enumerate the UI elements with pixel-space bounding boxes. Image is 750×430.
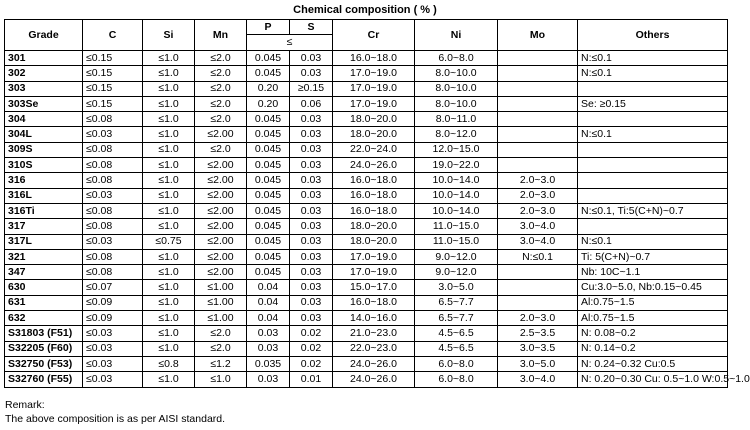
table-row [5, 295, 728, 310]
cell-ni: 4.5~6.5 [415, 326, 498, 341]
cell-ni: 9.0~12.0 [415, 265, 498, 280]
cell-s: 0.03 [290, 66, 333, 81]
cell-cr: 18.0~20.0 [333, 219, 415, 234]
cell-si: ≤1.0 [143, 219, 195, 234]
cell-grade: 316 [5, 173, 83, 188]
cell-mo: 3.0~4.0 [498, 234, 578, 249]
cell-mo [498, 127, 578, 142]
cell-cr: 24.0~26.0 [333, 158, 415, 173]
table-row [5, 249, 728, 264]
cell-ni: 8.0~10.0 [415, 81, 498, 96]
cell-ni: 8.0~10.0 [415, 66, 498, 81]
cell-s: 0.03 [290, 265, 333, 280]
cell-s: 0.03 [290, 173, 333, 188]
cell-others [578, 81, 728, 96]
cell-ni: 10.0~14.0 [415, 203, 498, 218]
cell-mn: ≤2.0 [195, 326, 247, 341]
cell-s: 0.03 [290, 203, 333, 218]
cell-mn: ≤2.00 [195, 127, 247, 142]
cell-p: 0.045 [247, 234, 290, 249]
cell-cr: 17.0~19.0 [333, 249, 415, 264]
cell-cr: 16.0~18.0 [333, 188, 415, 203]
cell-s: 0.03 [290, 234, 333, 249]
cell-c: ≤0.03 [83, 326, 143, 341]
cell-mo: 2.0~3.0 [498, 311, 578, 326]
cell-si: ≤1.0 [143, 265, 195, 280]
cell-c: ≤0.08 [83, 112, 143, 127]
cell-mo: 3.0~5.0 [498, 356, 578, 371]
cell-others: N: 0.20~0.30 Cu: 0.5~1.0 W:0.5~1.0 [578, 372, 728, 387]
table-row [5, 265, 728, 280]
header-p: P [247, 20, 290, 35]
cell-ni: 6.0~8.0 [415, 372, 498, 387]
cell-s: 0.03 [290, 188, 333, 203]
cell-ni: 6.5~7.7 [415, 311, 498, 326]
cell-c: ≤0.03 [83, 372, 143, 387]
cell-p: 0.045 [247, 142, 290, 157]
cell-cr: 16.0~18.0 [333, 295, 415, 310]
cell-mn: ≤2.0 [195, 81, 247, 96]
cell-cr: 21.0~23.0 [333, 326, 415, 341]
cell-si: ≤1.0 [143, 158, 195, 173]
cell-s: 0.02 [290, 341, 333, 356]
cell-mn: ≤1.0 [195, 372, 247, 387]
cell-p: 0.045 [247, 51, 290, 66]
header-si: Si [143, 20, 195, 51]
cell-mo [498, 96, 578, 111]
cell-mn: ≤2.00 [195, 249, 247, 264]
cell-others: N:≤0.1 [578, 234, 728, 249]
cell-p: 0.045 [247, 265, 290, 280]
cell-mo: 2.0~3.0 [498, 188, 578, 203]
remark [5, 398, 225, 426]
cell-p: 0.03 [247, 341, 290, 356]
cell-grade: 303 [5, 81, 83, 96]
cell-si: ≤1.0 [143, 295, 195, 310]
cell-mn: ≤1.00 [195, 280, 247, 295]
table-row [5, 203, 728, 218]
cell-cr: 15.0~17.0 [333, 280, 415, 295]
cell-mo [498, 280, 578, 295]
cell-others [578, 158, 728, 173]
cell-others: N:≤0.1 [578, 66, 728, 81]
cell-si: ≤1.0 [143, 372, 195, 387]
cell-ni: 11.0~15.0 [415, 219, 498, 234]
cell-s: 0.01 [290, 372, 333, 387]
cell-cr: 14.0~16.0 [333, 311, 415, 326]
cell-c: ≤0.03 [83, 188, 143, 203]
cell-mo: N:≤0.1 [498, 249, 578, 264]
cell-si: ≤1.0 [143, 326, 195, 341]
cell-p: 0.035 [247, 356, 290, 371]
table-row [5, 311, 728, 326]
header-s: S [290, 20, 333, 35]
header-mo: Mo [498, 20, 578, 51]
cell-s: 0.03 [290, 219, 333, 234]
cell-mn: ≤2.0 [195, 66, 247, 81]
cell-s: 0.02 [290, 326, 333, 341]
table-title: Chemical composition ( % ) [293, 4, 437, 16]
cell-s: ≥0.15 [290, 81, 333, 96]
cell-p: 0.045 [247, 66, 290, 81]
cell-grade: 347 [5, 265, 83, 280]
cell-mn: ≤2.00 [195, 265, 247, 280]
cell-ni: 6.0~8.0 [415, 51, 498, 66]
cell-s: 0.03 [290, 280, 333, 295]
cell-si: ≤0.8 [143, 356, 195, 371]
cell-others: N: 0.24~0.32 Cu:0.5 [578, 356, 728, 371]
cell-cr: 24.0~26.0 [333, 356, 415, 371]
cell-mn: ≤2.0 [195, 142, 247, 157]
cell-ni: 10.0~14.0 [415, 173, 498, 188]
cell-mn: ≤2.00 [195, 234, 247, 249]
cell-grade: 316Ti [5, 203, 83, 218]
cell-grade: 309S [5, 142, 83, 157]
cell-mn: ≤2.00 [195, 203, 247, 218]
cell-grade: S32760 (F55) [5, 372, 83, 387]
cell-grade: 301 [5, 51, 83, 66]
cell-mn: ≤2.00 [195, 173, 247, 188]
cell-si: ≤1.0 [143, 66, 195, 81]
cell-ni: 19.0~22.0 [415, 158, 498, 173]
cell-mo: 3.0~3.5 [498, 341, 578, 356]
cell-cr: 17.0~19.0 [333, 81, 415, 96]
cell-others: N:≤0.1 [578, 127, 728, 142]
cell-ni: 8.0~11.0 [415, 112, 498, 127]
cell-c: ≤0.03 [83, 341, 143, 356]
cell-grade: S32750 (F53) [5, 356, 83, 371]
cell-cr: 16.0~18.0 [333, 51, 415, 66]
table-row [5, 219, 728, 234]
cell-ni: 8.0~12.0 [415, 127, 498, 142]
cell-mn: ≤2.00 [195, 158, 247, 173]
cell-p: 0.04 [247, 280, 290, 295]
table-row [5, 112, 728, 127]
table-row [5, 280, 728, 295]
cell-cr: 16.0~18.0 [333, 173, 415, 188]
cell-grade: S32205 (F60) [5, 341, 83, 356]
cell-p: 0.045 [247, 173, 290, 188]
cell-c: ≤0.08 [83, 203, 143, 218]
cell-others: Se: ≥0.15 [578, 96, 728, 111]
cell-ni: 4.5~6.5 [415, 341, 498, 356]
cell-c: ≤0.15 [83, 51, 143, 66]
cell-p: 0.04 [247, 295, 290, 310]
cell-s: 0.02 [290, 356, 333, 371]
cell-cr: 18.0~20.0 [333, 234, 415, 249]
table-row [5, 372, 728, 387]
cell-p: 0.045 [247, 188, 290, 203]
cell-c: ≤0.08 [83, 249, 143, 264]
cell-cr: 22.0~24.0 [333, 142, 415, 157]
header-row [5, 20, 728, 35]
table-row [5, 234, 728, 249]
cell-others: Al:0.75~1.5 [578, 295, 728, 310]
cell-mo [498, 81, 578, 96]
cell-c: ≤0.08 [83, 219, 143, 234]
cell-p: 0.03 [247, 326, 290, 341]
cell-s: 0.03 [290, 51, 333, 66]
table-row [5, 127, 728, 142]
cell-c: ≤0.08 [83, 173, 143, 188]
cell-grade: 631 [5, 295, 83, 310]
table-row [5, 188, 728, 203]
cell-ni: 10.0~14.0 [415, 188, 498, 203]
cell-others [578, 188, 728, 203]
cell-grade: 630 [5, 280, 83, 295]
cell-mn: ≤2.0 [195, 51, 247, 66]
cell-s: 0.03 [290, 311, 333, 326]
cell-grade: 310S [5, 158, 83, 173]
cell-p: 0.045 [247, 203, 290, 218]
cell-si: ≤1.0 [143, 249, 195, 264]
header-c: C [83, 20, 143, 51]
cell-ni: 6.0~8.0 [415, 356, 498, 371]
header-max-symbol: ≤ [247, 35, 333, 51]
cell-c: ≤0.09 [83, 295, 143, 310]
cell-si: ≤1.0 [143, 127, 195, 142]
cell-grade: 321 [5, 249, 83, 264]
header-cr: Cr [333, 20, 415, 51]
remark-label: Remark: [5, 399, 45, 411]
cell-si: ≤1.0 [143, 173, 195, 188]
cell-mo [498, 66, 578, 81]
header-others: Others [578, 20, 728, 51]
cell-c: ≤0.03 [83, 234, 143, 249]
cell-ni: 12.0~15.0 [415, 142, 498, 157]
cell-cr: 18.0~20.0 [333, 112, 415, 127]
cell-c: ≤0.03 [83, 356, 143, 371]
cell-cr: 17.0~19.0 [333, 265, 415, 280]
cell-mn: ≤2.0 [195, 96, 247, 111]
cell-c: ≤0.09 [83, 311, 143, 326]
cell-s: 0.03 [290, 142, 333, 157]
cell-si: ≤1.0 [143, 142, 195, 157]
cell-c: ≤0.08 [83, 158, 143, 173]
cell-si: ≤1.0 [143, 188, 195, 203]
cell-mn: ≤1.2 [195, 356, 247, 371]
cell-mo: 2.0~3.0 [498, 203, 578, 218]
cell-ni: 11.0~15.0 [415, 234, 498, 249]
cell-s: 0.03 [290, 158, 333, 173]
cell-others: N:≤0.1 [578, 51, 728, 66]
cell-p: 0.045 [247, 249, 290, 264]
table-row [5, 341, 728, 356]
cell-p: 0.045 [247, 112, 290, 127]
cell-s: 0.03 [290, 295, 333, 310]
cell-c: ≤0.15 [83, 81, 143, 96]
cell-mn: ≤2.0 [195, 112, 247, 127]
remark-text: The above composition is as per AISI standard. [5, 413, 226, 425]
table-row [5, 142, 728, 157]
cell-ni: 9.0~12.0 [415, 249, 498, 264]
cell-others [578, 142, 728, 157]
cell-s: 0.03 [290, 112, 333, 127]
cell-mo: 3.0~4.0 [498, 219, 578, 234]
cell-cr: 16.0~18.0 [333, 203, 415, 218]
cell-c: ≤0.15 [83, 66, 143, 81]
cell-mn: ≤1.00 [195, 295, 247, 310]
cell-mo [498, 112, 578, 127]
cell-grade: 302 [5, 66, 83, 81]
cell-p: 0.045 [247, 219, 290, 234]
cell-si: ≤1.0 [143, 311, 195, 326]
cell-si: ≤1.0 [143, 51, 195, 66]
cell-grade: 303Se [5, 96, 83, 111]
cell-others: Nb: 10C~1.1 [578, 265, 728, 280]
header-ni: Ni [415, 20, 498, 51]
cell-p: 0.045 [247, 127, 290, 142]
cell-p: 0.03 [247, 372, 290, 387]
header-grade: Grade [5, 20, 83, 51]
cell-ni: 6.5~7.7 [415, 295, 498, 310]
cell-cr: 22.0~23.0 [333, 341, 415, 356]
cell-si: ≤1.0 [143, 203, 195, 218]
cell-others: Cu:3.0~5.0, Nb:0.15~0.45 [578, 280, 728, 295]
cell-c: ≤0.03 [83, 127, 143, 142]
cell-s: 0.03 [290, 249, 333, 264]
cell-mn: ≤2.0 [195, 341, 247, 356]
cell-mn: ≤1.00 [195, 311, 247, 326]
cell-others: N:≤0.1, Ti:5(C+N)~0.7 [578, 203, 728, 218]
cell-si: ≤1.0 [143, 280, 195, 295]
cell-c: ≤0.08 [83, 142, 143, 157]
table-row [5, 51, 728, 66]
cell-ni: 3.0~5.0 [415, 280, 498, 295]
cell-c: ≤0.07 [83, 280, 143, 295]
cell-grade: 317 [5, 219, 83, 234]
cell-mo: 2.0~3.0 [498, 173, 578, 188]
table-row [5, 66, 728, 81]
cell-mn: ≤2.00 [195, 188, 247, 203]
cell-grade: 304 [5, 112, 83, 127]
cell-cr: 17.0~19.0 [333, 66, 415, 81]
cell-si: ≤1.0 [143, 341, 195, 356]
cell-mo [498, 142, 578, 157]
cell-cr: 24.0~26.0 [333, 372, 415, 387]
cell-p: 0.04 [247, 311, 290, 326]
cell-p: 0.20 [247, 96, 290, 111]
cell-mo [498, 158, 578, 173]
table-row [5, 326, 728, 341]
cell-mn: ≤2.00 [195, 219, 247, 234]
cell-s: 0.06 [290, 96, 333, 111]
cell-grade: 304L [5, 127, 83, 142]
chemical-composition-table [4, 19, 750, 388]
cell-mo [498, 265, 578, 280]
cell-grade: S31803 (F51) [5, 326, 83, 341]
cell-p: 0.20 [247, 81, 290, 96]
table-row [5, 158, 728, 173]
cell-si: ≤1.0 [143, 112, 195, 127]
cell-si: ≤1.0 [143, 81, 195, 96]
header-mn: Mn [195, 20, 247, 51]
table-row [5, 356, 728, 371]
cell-others: Al:0.75~1.5 [578, 311, 728, 326]
cell-others [578, 173, 728, 188]
cell-c: ≤0.08 [83, 265, 143, 280]
cell-mo [498, 295, 578, 310]
table-row [5, 173, 728, 188]
cell-mo: 3.0~4.0 [498, 372, 578, 387]
cell-grade: 632 [5, 311, 83, 326]
cell-si: ≤1.0 [143, 96, 195, 111]
table-row [5, 96, 728, 111]
cell-others [578, 219, 728, 234]
cell-s: 0.03 [290, 127, 333, 142]
cell-mo: 2.5~3.5 [498, 326, 578, 341]
cell-si: ≤0.75 [143, 234, 195, 249]
cell-p: 0.045 [247, 158, 290, 173]
cell-grade: 317L [5, 234, 83, 249]
cell-c: ≤0.15 [83, 96, 143, 111]
cell-others: N: 0.08~0.2 [578, 326, 728, 341]
cell-cr: 18.0~20.0 [333, 127, 415, 142]
cell-others [578, 112, 728, 127]
cell-others: Ti: 5(C+N)~0.7 [578, 249, 728, 264]
cell-cr: 17.0~19.0 [333, 96, 415, 111]
cell-others: N: 0.14~0.2 [578, 341, 728, 356]
table-row [5, 81, 728, 96]
cell-mo [498, 51, 578, 66]
cell-grade: 316L [5, 188, 83, 203]
cell-ni: 8.0~10.0 [415, 96, 498, 111]
